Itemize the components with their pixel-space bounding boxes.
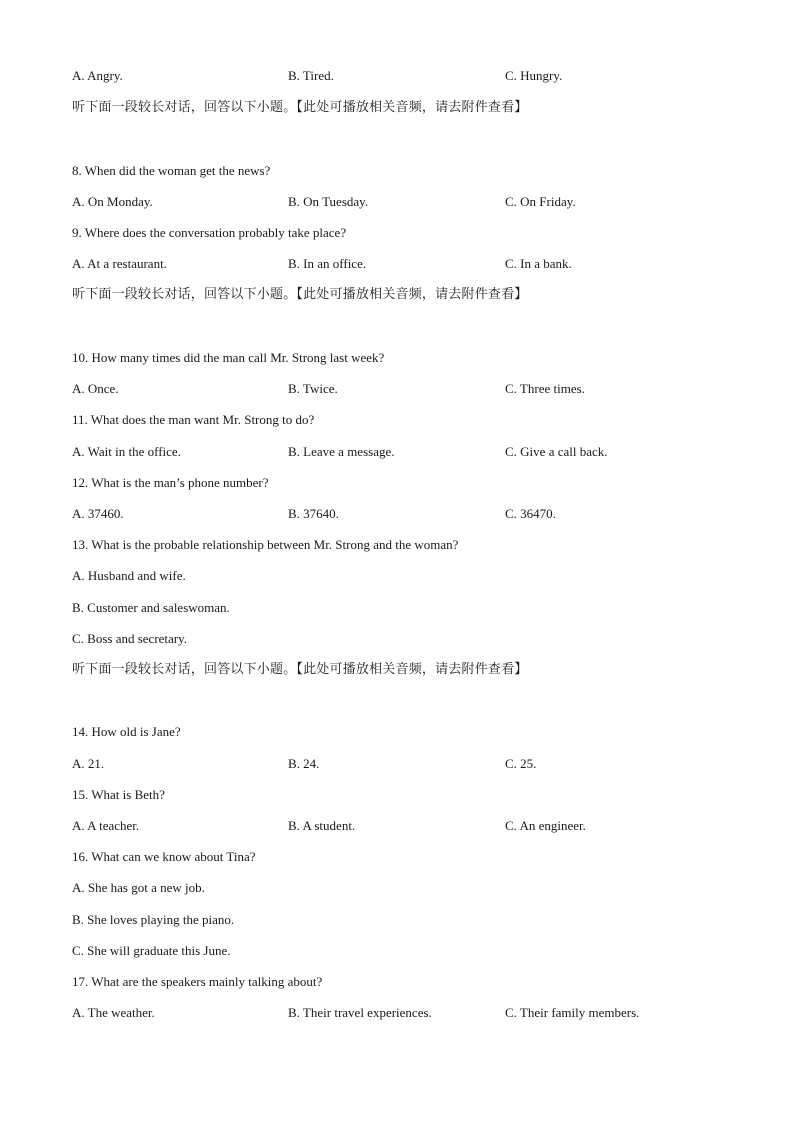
option-a: A. Husband and wife. — [72, 568, 186, 583]
options-row — [72, 194, 722, 210]
option-a: A. Wait in the office. — [72, 444, 181, 459]
question-13: 13. What is the probable relationship between Mr. Strong and the woman? — [72, 537, 459, 552]
option-b: B. 24. — [288, 756, 320, 771]
option-a: A. 21. — [72, 756, 105, 771]
options-row — [72, 818, 722, 834]
section-instruction: 听下面一段较长对话，回答以下小题。【此处可播放相关音频，请去附件查看】 — [72, 287, 528, 302]
option-c: C. An engineer. — [505, 818, 586, 833]
question-17: 17. What are the speakers mainly talking about? — [72, 974, 323, 989]
section-instruction: 听下面一段较长对话，回答以下小题。【此处可播放相关音频，请去附件查看】 — [72, 100, 528, 115]
options-row — [72, 1005, 722, 1021]
option-b: B. Their travel experiences. — [288, 1005, 432, 1020]
option-c: C. 36470. — [505, 506, 556, 521]
option-c: C. Boss and secretary. — [72, 631, 188, 646]
option-a: A. She has got a new job. — [72, 880, 205, 895]
options-row — [72, 506, 722, 522]
question-12: 12. What is the man’s phone number? — [72, 475, 269, 490]
option-a: A. A teacher. — [72, 818, 140, 833]
option-c: C. She will graduate this June. — [72, 943, 231, 958]
option-a: A. 37460. — [72, 506, 124, 521]
option-b: B. Twice. — [288, 381, 338, 396]
question-10: 10. How many times did the man call Mr. Strong last week? — [72, 350, 385, 365]
option-c: C. In a bank. — [505, 256, 572, 271]
option-c: C. On Friday. — [505, 194, 576, 209]
options-row — [72, 381, 722, 397]
option-a: A. Once. — [72, 381, 119, 396]
question-14: 14. How old is Jane? — [72, 724, 181, 739]
option-b: B. On Tuesday. — [288, 194, 369, 209]
option-c: C. Give a call back. — [505, 444, 608, 459]
option-b: B. In an office. — [288, 256, 367, 271]
option-a: A. On Monday. — [72, 194, 153, 209]
options-row — [72, 68, 722, 84]
options-row — [72, 256, 722, 272]
options-row — [72, 756, 722, 772]
option-b: B. Tired. — [288, 68, 334, 83]
option-a: A. The weather. — [72, 1005, 155, 1020]
question-15: 15. What is Beth? — [72, 787, 165, 802]
option-a: A. Angry. — [72, 68, 123, 83]
option-a: A. At a restaurant. — [72, 256, 167, 271]
option-b: B. Leave a message. — [288, 444, 395, 459]
question-8: 8. When did the woman get the news? — [72, 163, 271, 178]
option-b: B. 37640. — [288, 506, 339, 521]
option-c: C. Hungry. — [505, 68, 563, 83]
option-c: C. Three times. — [505, 381, 585, 396]
section-instruction: 听下面一段较长对话，回答以下小题。【此处可播放相关音频，请去附件查看】 — [72, 662, 528, 677]
option-c: C. Their family members. — [505, 1005, 640, 1020]
options-row — [72, 444, 722, 460]
question-11: 11. What does the man want Mr. Strong to do? — [72, 412, 315, 427]
question-9: 9. Where does the conversation probably take place? — [72, 225, 347, 240]
option-b: B. A student. — [288, 818, 356, 833]
option-b: B. Customer and saleswoman. — [72, 600, 230, 615]
option-c: C. 25. — [505, 756, 537, 771]
option-b: B. She loves playing the piano. — [72, 912, 235, 927]
question-16: 16. What can we know about Tina? — [72, 849, 256, 864]
